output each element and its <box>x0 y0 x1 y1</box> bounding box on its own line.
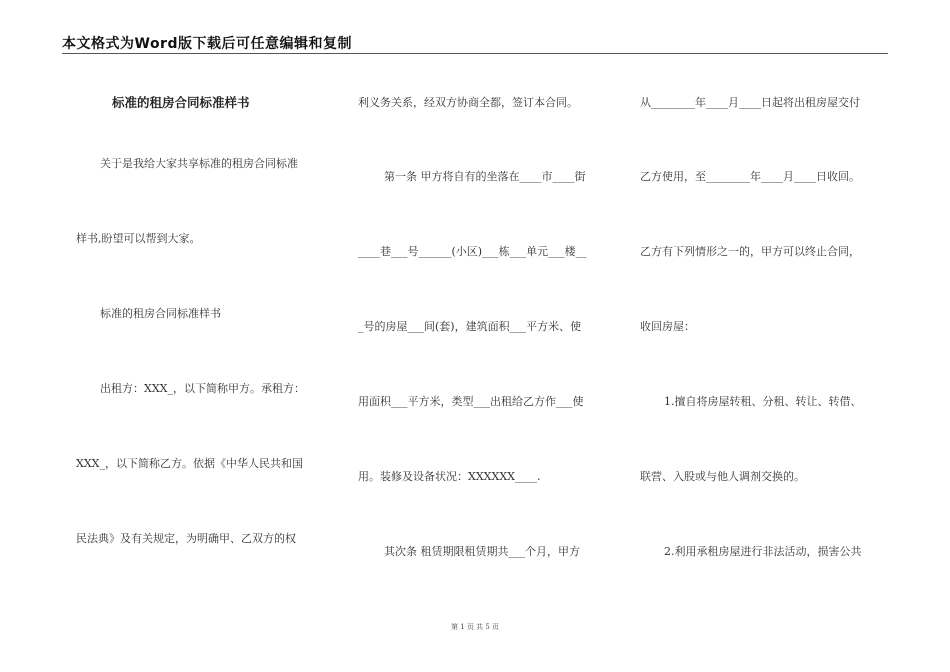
document-header: 本文格式为Word版下载后可任意编辑和复制 <box>62 36 352 52</box>
col1-line: 民法典》及有关规定，为明确甲、乙双方的权 <box>76 532 296 545</box>
col3-line: 从________年____月____日起将出租房屋交付 <box>640 96 860 109</box>
header-divider <box>62 53 888 54</box>
col3-line: 乙方有下列情形之一的，甲方可以终止合同， <box>640 245 860 258</box>
col2-line: ____巷___号______(小区)___栋___单元___楼__ <box>358 245 587 258</box>
col3-line: 联营、入股或与他人调剂交换的。 <box>640 470 805 483</box>
col1-line: 出租方：XXX_，以下简称甲方。承租方： <box>100 382 305 395</box>
col3-line: 收回房屋： <box>640 320 695 333</box>
col1-line: 标准的租房合同标准样书 <box>100 307 221 320</box>
col1-line: XXX_，以下简称乙方。依据《中华人民共和国 <box>76 457 303 470</box>
col1-line: 样书,盼望可以帮到大家。 <box>76 232 201 245</box>
col3-line: 乙方使用，至________年____月____日收回。 <box>640 170 860 183</box>
col2-line: 利义务关系，经双方协商全都，签订本合同。 <box>358 96 578 109</box>
col3-line: 1.擅自将房屋转租、分租、转让、转借、 <box>664 395 862 408</box>
col2-line: _号的房屋___间(套)，建筑面积___平方米、使 <box>358 320 582 333</box>
page-number: 第 1 页 共 5 页 <box>450 623 500 631</box>
col2-line: 其次条 租赁期限租赁期共___个月，甲方 <box>384 545 580 558</box>
col2-line: 用。装修及设备状况：XXXXXX____. <box>358 470 541 483</box>
col1-line: 关于是我给大家共享标准的租房合同标准 <box>100 157 298 170</box>
col2-line: 第一条 甲方将自有的坐落在____市____街 <box>384 170 586 183</box>
col3-line: 2.利用承租房屋进行非法活动，损害公共 <box>664 545 862 558</box>
document-title: 标准的租房合同标准样书 <box>112 95 250 110</box>
col2-line: 用面积___平方米，类型___出租给乙方作___使 <box>358 395 584 408</box>
